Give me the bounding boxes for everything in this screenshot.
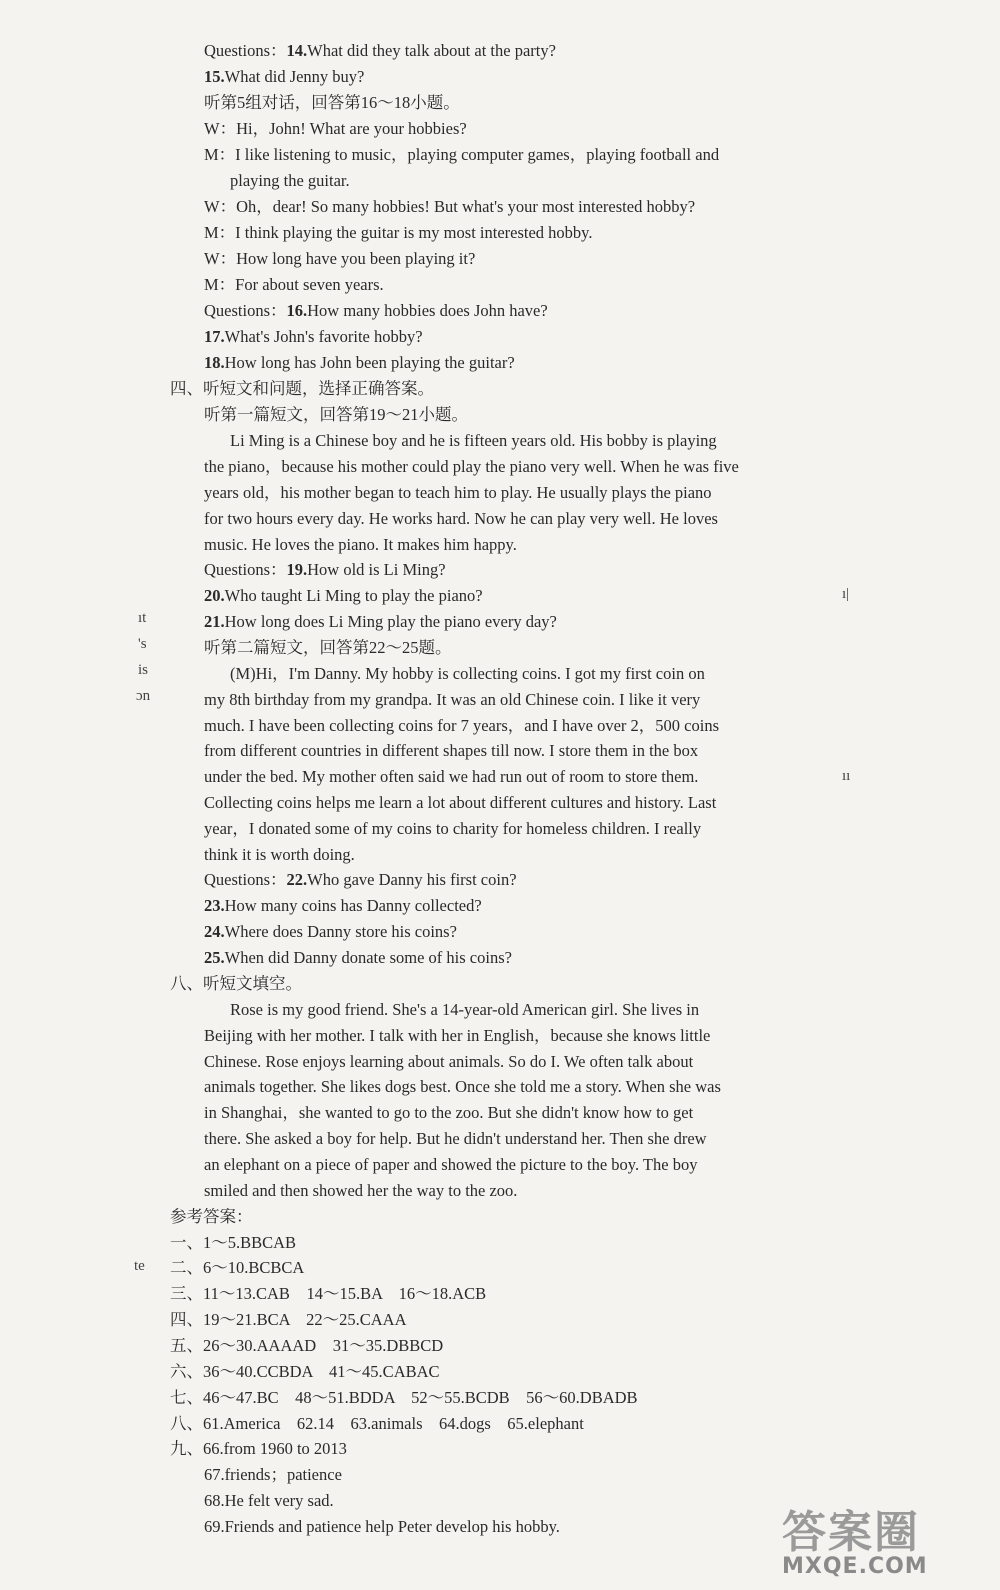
question-25: 25.When did Danny donate some of his coins? (204, 948, 512, 967)
margin-fragment: ıı (842, 768, 851, 784)
section-heading: 八、听短文填空。 (170, 974, 302, 993)
margin-fragment: te (134, 1258, 145, 1274)
question-21: 21.How long does Li Ming play the piano every day? (204, 612, 557, 631)
answer-key-line: 68.He felt very sad. (204, 1491, 334, 1510)
section-instruction: 听第一篇短文，回答第19～21小题。 (204, 405, 468, 424)
passage-line: music. He loves the piano. It makes him happy. (204, 535, 517, 554)
passage-line: an elephant on a piece of paper and showed the picture to the boy. The boy (204, 1155, 698, 1174)
dialogue-line: M：I like listening to music，playing computer games，playing football and (204, 145, 720, 164)
passage-line: year，I donated some of my coins to charity for homeless children. I really (204, 819, 702, 838)
passage-line: in Shanghai，she wanted to go to the zoo. But she didn't know how to get (204, 1103, 694, 1122)
section-instruction: 听第二篇短文，回答第22～25题。 (204, 638, 452, 657)
margin-fragment: 's (138, 636, 147, 652)
passage-line: think it is worth doing. (204, 845, 355, 864)
dialogue-line: W：Oh，dear! So many hobbies! But what's your most interested hobby? (204, 197, 696, 216)
passage-line: there. She asked a boy for help. But he didn't understand her. Then she drew (204, 1129, 707, 1148)
dialogue-line: W：Hi，John! What are your hobbies? (204, 119, 467, 138)
answer-key-line: 一、1～5.BBCAB (170, 1233, 297, 1252)
margin-fragment: ıt (138, 610, 147, 626)
answer-key-line: 二、6～10.BCBCA (170, 1258, 305, 1277)
passage-line: my 8th birthday from my grandpa. It was an old Chinese coin. I like it very (204, 690, 701, 709)
passage-line: the piano，because his mother could play the piano very well. When he was five (204, 457, 739, 476)
passage-line: Beijing with her mother. I talk with her in English，because she knows little (204, 1026, 711, 1045)
question-15: 15.What did Jenny buy? (204, 67, 365, 86)
answer-key-heading: 参考答案： (170, 1207, 253, 1226)
passage-line: Collecting coins helps me learn a lot about different cultures and history. Last (204, 793, 717, 812)
passage-line: for two hours every day. He works hard. Now he can play very well. He loves (204, 509, 718, 528)
question-23: 23.How many coins has Danny collected? (204, 896, 482, 915)
dialogue-line: W：How long have you been playing it? (204, 249, 476, 268)
margin-fragment: ɔn (136, 688, 151, 704)
answer-key-line: 四、19～21.BCA 22～25.CAAA (170, 1310, 407, 1329)
passage-line: much. I have been collecting coins for 7 years，and I have over 2，500 coins (204, 716, 719, 735)
question-18: 18.How long has John been playing the guitar? (204, 353, 515, 372)
watermark-logo-text: 答案圈 (782, 1507, 920, 1558)
question-17: 17.What's John's favorite hobby? (204, 327, 423, 346)
question-20: 20.Who taught Li Ming to play the piano? (204, 586, 483, 605)
section-instruction: 听第5组对话，回答第16～18小题。 (204, 93, 460, 112)
passage-line: smiled and then showed her the way to the zoo. (204, 1181, 518, 1200)
margin-fragment: is (138, 662, 149, 678)
margin-fragment: ı| (842, 586, 850, 602)
section-heading: 四、听短文和问题，选择正确答案。 (170, 379, 434, 398)
watermark-url: MXQE.COM (782, 1554, 928, 1579)
passage-line: years old，his mother began to teach him to play. He usually plays the piano (204, 483, 712, 502)
answer-key-line: 八、61.America 62.14 63.animals 64.dogs 65.elephant (170, 1414, 584, 1433)
passage-line: from different countries in different shapes till now. I store them in the box (204, 741, 699, 760)
passage-line: animals together. She likes dogs best. Once she told me a story. When she was (204, 1077, 721, 1096)
watermark-logo (782, 1496, 982, 1579)
answer-key-line: 69.Friends and patience help Peter develop his hobby. (204, 1517, 560, 1536)
answer-key-line: 七、46～47.BC 48～51.BDDA 52～55.BCDB 56～60.DBADB (170, 1388, 638, 1407)
dialogue-line: playing the guitar. (230, 171, 350, 190)
answer-key-line: 三、11～13.CAB 14～15.BA 16～18.ACB (170, 1284, 487, 1303)
passage-line: Rose is my good friend. She's a 14-year-old American girl. She lives in (230, 1000, 700, 1019)
answer-key-line: 67.friends；patience (204, 1465, 342, 1484)
question-19: Questions：19.How old is Li Ming? (204, 560, 446, 579)
passage-line: Chinese. Rose enjoys learning about animals. So do I. We often talk about (204, 1052, 694, 1071)
question-16: Questions：16.How many hobbies does John have? (204, 301, 548, 320)
answer-key-line: 九、66.from 1960 to 2013 (170, 1439, 347, 1458)
answer-key-line: 五、26～30.AAAAD 31～35.DBBCD (170, 1336, 444, 1355)
answer-key-line: 六、36～40.CCBDA 41～45.CABAC (170, 1362, 440, 1381)
question-22: Questions：22.Who gave Danny his first coin? (204, 870, 517, 889)
passage-line: Li Ming is a Chinese boy and he is fifteen years old. His bobby is playing (230, 431, 717, 450)
dialogue-line: M：For about seven years. (204, 275, 384, 294)
passage-line: under the bed. My mother often said we had run out of room to store them. (204, 767, 699, 786)
question-24: 24.Where does Danny store his coins? (204, 922, 457, 941)
passage-line: (M)Hi，I'm Danny. My hobby is collecting coins. I got my first coin on (230, 664, 705, 683)
question-14: Questions：14.What did they talk about at the party? (204, 41, 556, 60)
dialogue-line: M：I think playing the guitar is my most interested hobby. (204, 223, 593, 242)
